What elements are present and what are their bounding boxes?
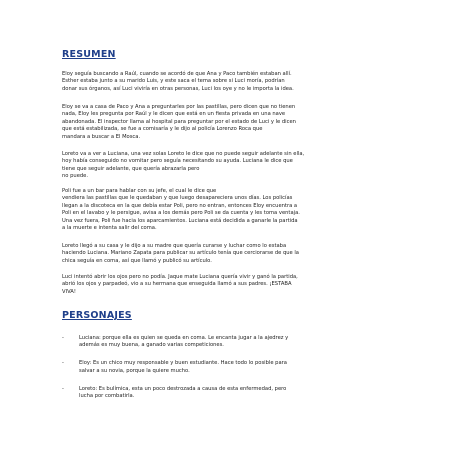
resumen-paragraph-1: Eloy seguía buscando a Raúl, cuando se acordó de que Ana y Paco también estaban allí. Esther estaba junto a su marido Luis, y este saca el tema sobre si Luci moría, podrían donar sus órganos, así Luci viviría en otras personas, Luci los oye y no le importa la idea. [62,71,294,92]
resumen-paragraph-5: Loreto llegó a su casa y le dijo a su madre que quería curarse y luchar como lo estaba haciendo Luciana. Mariano Zapata para publicar su artículo tenía que cerciorarse de que la chica seguía en coma, así que llamó y publicó su artículo. [62,243,299,264]
bullet-dash: - [62,360,64,367]
personaje-luciana [62,335,410,350]
resumen-paragraph-6: Luci intentó abrir los ojos pero no podía. Jaque mate Luciana quería vivir y ganó la partida, abrió los ojos y parpadeó, vio a su hermana que enseguida llamó a sus padres. ¡ESTABA VIVA! [62,274,298,295]
personaje-text: Luciana: porque ella es quien se queda en coma. Le encanta jugar a la ajedrez y además es muy buena, a ganado varias competiciones. [79,335,289,349]
personaje-eloy [62,360,410,375]
resumen-heading: RESUMEN [62,49,116,60]
bullet-dash: - [62,385,64,392]
personaje-text: Loreto: Es bulímica, esta un poco destrozada a causa de esta enfermedad, pero lucha por combatirla. [79,385,287,400]
resumen-paragraph-2: Eloy se va a casa de Paco y Ana a preguntarles por las pastillas, pero dicen que no tienen nada, Eloy les pregunta por Raúl y le dicen que está en un fiesta privada en una nave abandonada. El inspector llama al hospital para preguntar por el estado de Luci y le dicen que está estabilizada, se fue a comisaría y le dijo al policía Lorenzo Roca que mandara a buscar a El Mosca. [62,104,296,140]
bullet-dash: - [62,335,64,341]
personaje-loreto [62,386,410,401]
personajes-heading: PERSONAJES [62,310,132,321]
resumen-paragraph-3: Loreto va a ver a Luciana, una vez solas Loreto le dice que no puede seguir adelante sin ella, hoy había conseguido no vomitar pero seguía necesitando su ayuda. Luciana le dice que tiene que seguir adelante, que quería abrazarla pero no puede. [62,151,305,180]
personajes-list [62,335,410,411]
personaje-text: Eloy: Es un chico muy responsable y buen estudiante. Hace todo lo posible para salvar a su novia, porque la quiere mucho. [79,360,287,374]
resumen-paragraph-4: Poli fue a un bar para hablar con su jefe, el cual le dice que vendiera las pastillas que le quedaban y que luego desapareciera unos días. Los policías llegan a la discoteca en la que debía estar Poli, pero no entran, entonces Eloy encuentra a Poli en el lavabo y le persigue, avisa a los demás pero Poli se da cuenta y les toma ventaja. Una vez fuera, Poli fue hacia los aparcamientos. Luciana está decidida a ganarle la partida a la muerte e intenta salir del coma. [62,188,300,232]
